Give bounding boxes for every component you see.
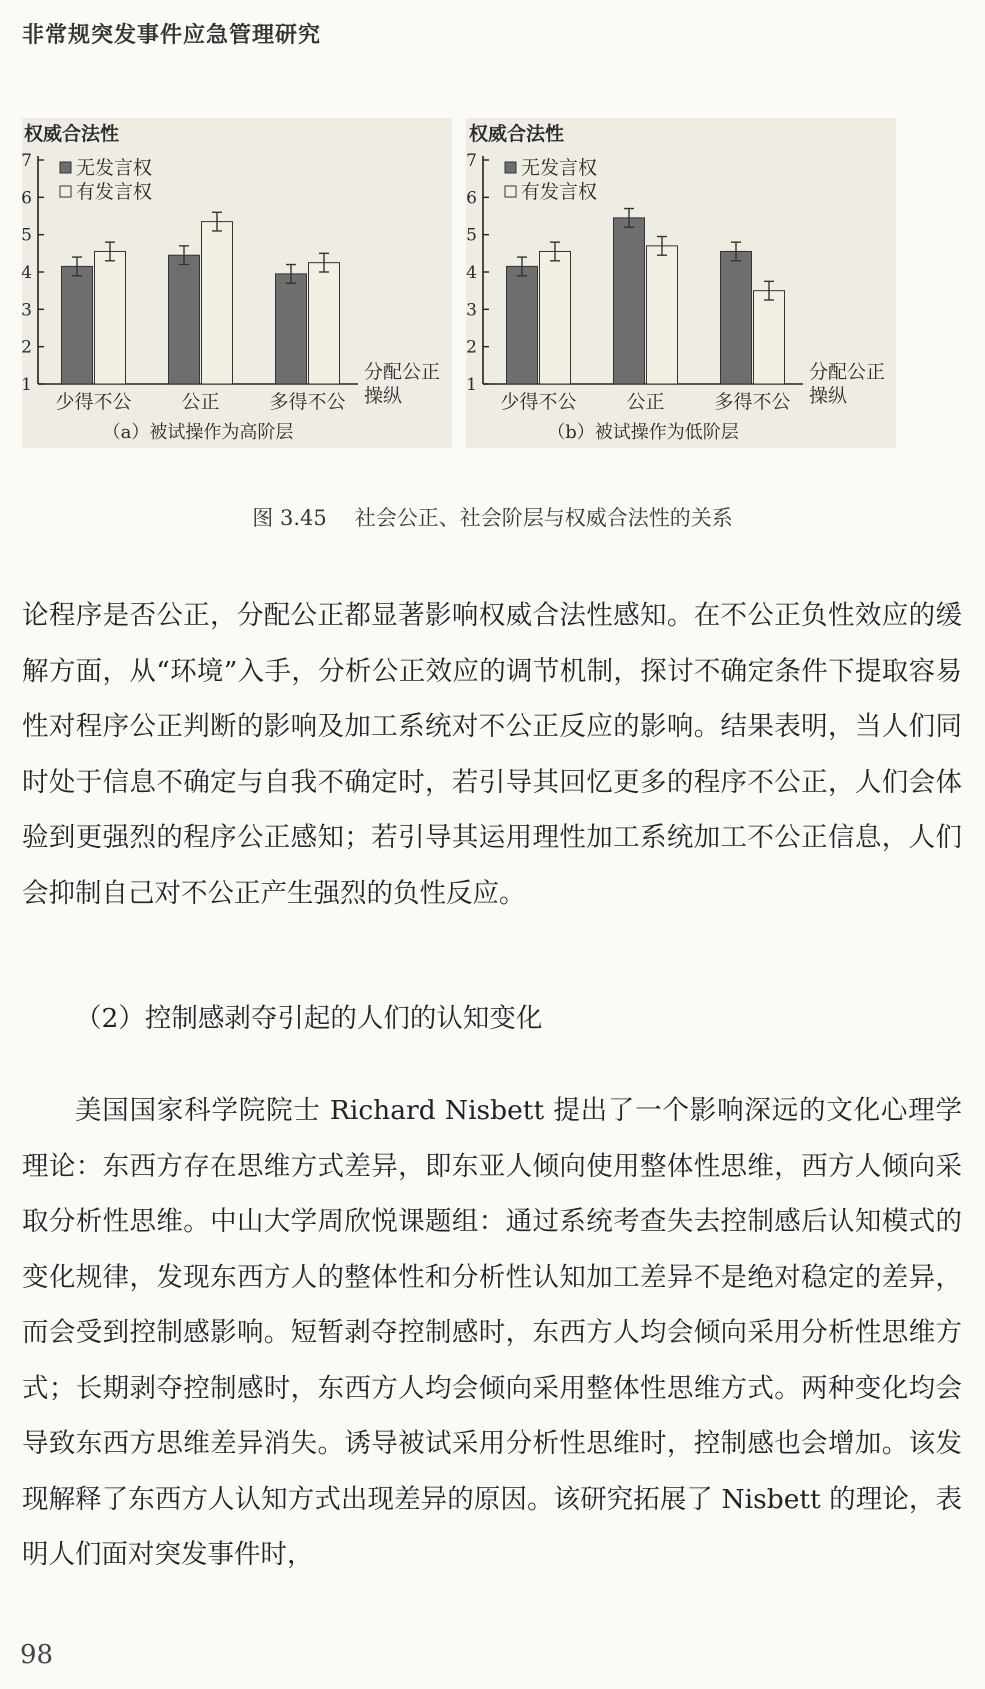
x-tick-label: 少得不公 <box>500 391 577 413</box>
x-axis-label-line1: 分配公正 <box>364 361 441 383</box>
y-axis-label: 权威合法性 <box>24 123 120 145</box>
x-axis-label-line1: 分配公正 <box>809 361 886 383</box>
y-tick-label: 1 <box>21 375 32 395</box>
y-tick-label: 5 <box>466 225 477 246</box>
y-tick-label: 3 <box>21 300 32 321</box>
paragraph-text: 论程序是否公正，分配公正都显著影响权威合法性感知。在不公正负性效应的缓解方面，从“环境”入手，分析公正效应的调节机制，探讨不确定条件下提取容易性对程序公正判断的影响及加工系统对不公正反应的影响。结果表明，当人们同时处于信息不确定与自我不确定时，若引导其回忆更多的程序不公正，人们会体验到更强烈的程序公正感知；若引导其运用理性加工系统加工不公正信息，人们会抑制自己对不公正产生强烈的负性反应。 <box>22 600 962 909</box>
paragraph-text: 美国国家科学院院士 Richard Nisbett 提出了一个影响深远的文化心理学理论：东西方存在思维方式差异，即东亚人倾向使用整体性思维，西方人倾向采取分析性思维。中山大学周欣悦课题组：通过系统考查失去控制感后认知模式的变化规律，发现东西方人的整体性和分析性认知加工差异不是绝对稳定的差异，而会受到控制感影响。短暂剥夺控制感时，东西方人均会倾向采用分析性思维方式；长期剥夺控制感时，东西方人均会倾向采用整体性思维方式。两种变化均会导致东西方思维差异消失。诱导被试采用分析性思维时，控制感也会增加。该发现解释了东西方人认知方式出现差异的原因。该研究拓展了 Nisbett 的理论，表明人们面对突发事件时， <box>22 1095 962 1570</box>
chart-panel-a <box>21 118 452 448</box>
figure-caption <box>0 502 985 532</box>
x-axis-label-line2: 操纵 <box>364 385 403 407</box>
legend-swatch-voice <box>60 186 71 197</box>
legend-label: 无发言权 <box>521 157 598 179</box>
y-axis-label: 权威合法性 <box>469 123 565 145</box>
legend-label: 有发言权 <box>521 181 598 203</box>
panel-label: （a）被试操作为高阶层 <box>102 422 294 443</box>
y-tick-label: 2 <box>466 337 477 358</box>
chart-panel-b <box>466 118 896 448</box>
y-tick-label: 1 <box>466 375 477 395</box>
y-tick-label: 6 <box>466 188 477 209</box>
y-tick-label: 7 <box>466 151 477 171</box>
body-paragraph-1 <box>22 588 962 921</box>
y-tick-label: 5 <box>21 225 32 246</box>
section-heading: （2）控制感剥夺引起的人们的认知变化 <box>75 1003 543 1034</box>
body-paragraph-2 <box>22 1083 962 1583</box>
x-tick-label: 多得不公 <box>714 391 791 413</box>
bar-no-voice <box>169 255 200 384</box>
y-tick-label: 4 <box>466 263 477 283</box>
bar-no-voice <box>62 266 93 384</box>
figure-3-45 <box>0 118 985 498</box>
y-tick-label: 6 <box>21 188 32 209</box>
figure-caption-text: 社会公正、社会阶层与权威合法性的关系 <box>354 506 733 530</box>
legend-swatch-no-voice <box>505 162 516 173</box>
bar-no-voice <box>276 274 307 384</box>
bar-no-voice <box>721 251 752 384</box>
legend-label: 无发言权 <box>76 157 153 179</box>
y-tick-label: 4 <box>21 263 32 283</box>
legend-swatch-voice <box>505 186 516 197</box>
bar-voice <box>95 251 126 384</box>
legend-swatch-no-voice <box>60 162 71 173</box>
y-tick-label: 7 <box>21 151 32 171</box>
bar-voice <box>540 251 571 384</box>
bar-voice <box>647 246 678 384</box>
legend-label: 有发言权 <box>76 181 153 203</box>
x-tick-label: 少得不公 <box>55 391 132 413</box>
bar-no-voice <box>507 266 538 384</box>
figure-number: 图 3.45 <box>252 506 327 530</box>
running-header: 非常规突发事件应急管理研究 <box>22 23 322 48</box>
bar-no-voice <box>614 218 645 384</box>
bar-voice <box>202 222 233 384</box>
y-tick-label: 2 <box>21 337 32 358</box>
page-number: 98 <box>20 1640 54 1670</box>
bar-voice <box>754 291 785 384</box>
x-tick-label: 公正 <box>626 391 665 413</box>
x-tick-label: 多得不公 <box>269 391 346 413</box>
y-tick-label: 3 <box>466 300 477 321</box>
x-axis-label-line2: 操纵 <box>809 385 848 407</box>
bar-voice <box>309 263 340 384</box>
x-tick-label: 公正 <box>181 391 220 413</box>
panel-label: （b）被试操作为低阶层 <box>547 422 739 443</box>
